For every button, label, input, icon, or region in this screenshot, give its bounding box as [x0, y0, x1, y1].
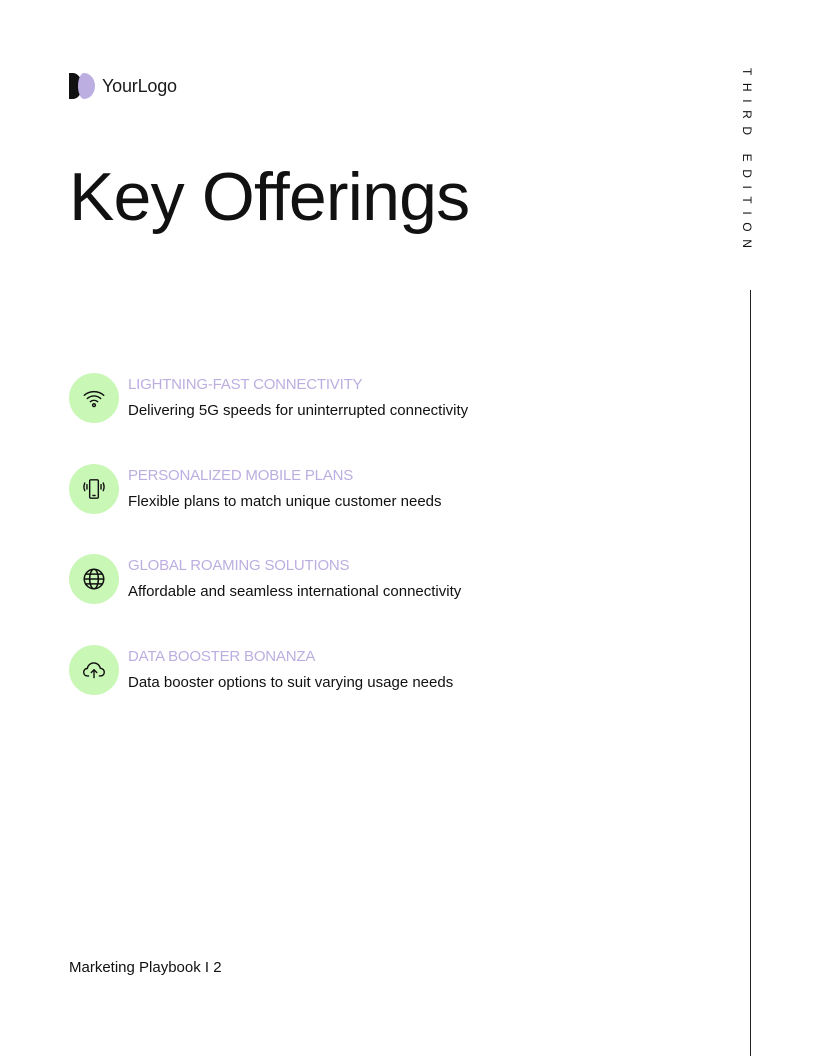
offering-item	[69, 373, 709, 464]
mobile-phone-icon	[69, 464, 119, 514]
cloud-upload-icon	[69, 645, 119, 695]
logo-mark-icon	[69, 73, 96, 99]
offering-title: PERSONALIZED MOBILE PLANS	[128, 466, 354, 484]
offering-item	[69, 554, 709, 645]
globe-icon	[69, 554, 119, 604]
edition-label: THIRD EDITION	[740, 68, 754, 256]
offering-title: LIGHTNING-FAST CONNECTIVITY	[128, 376, 363, 393]
wifi-icon	[69, 373, 119, 423]
vertical-divider	[750, 290, 751, 1056]
offering-title: DATA BOOSTER BONANZA	[128, 647, 316, 665]
logo	[69, 73, 177, 99]
offering-description: Affordable and seamless international connectivity	[128, 583, 462, 601]
offering-description: Data booster options to suit varying usage needs	[128, 673, 454, 691]
footer-page-label: Marketing Playbook I 2	[69, 959, 222, 976]
offering-description: Delivering 5G speeds for uninterrupted connectivity	[128, 402, 469, 419]
offering-title: GLOBAL ROAMING SOLUTIONS	[128, 557, 350, 575]
offerings-list	[69, 373, 709, 735]
offering-item	[69, 645, 709, 736]
offering-description: Flexible plans to match unique customer needs	[128, 492, 442, 510]
logo-text: YourLogo	[102, 75, 177, 96]
page-title: Key Offerings	[69, 159, 470, 235]
offering-item	[69, 464, 709, 555]
